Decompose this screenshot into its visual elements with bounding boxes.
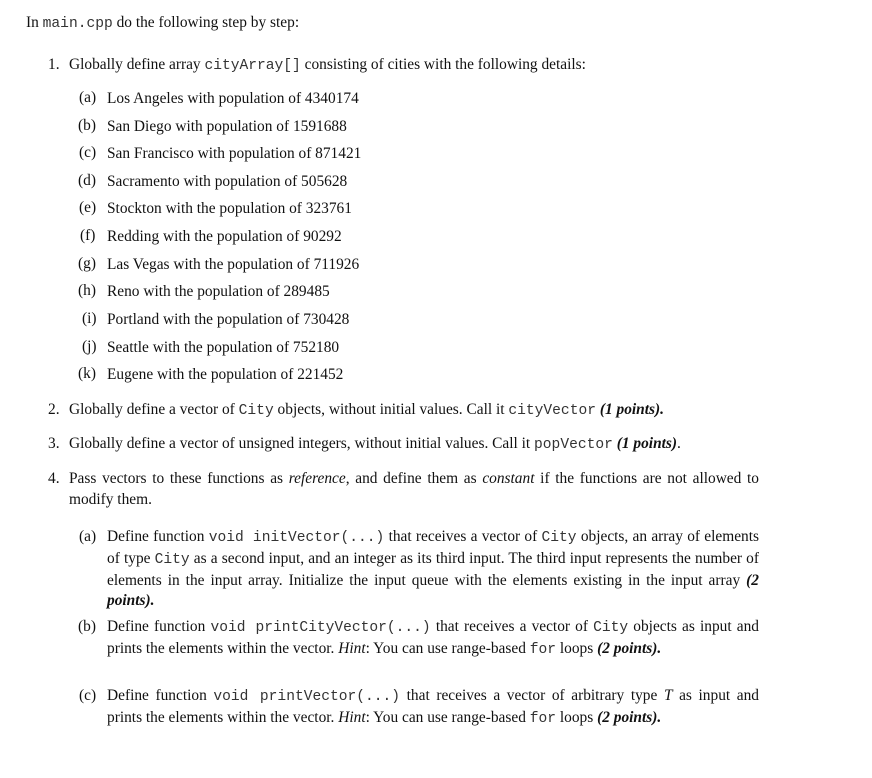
step2-code-cityvector: cityVector (508, 403, 596, 419)
step2-number: 2. (48, 401, 60, 418)
step1-number: 1. (48, 56, 60, 73)
step2-text (69, 400, 664, 421)
step4c-t2: that receives a vector of arbitrary type (400, 687, 664, 704)
step2-points: (1 points) (599, 401, 661, 418)
step4c-points: (2 points) (597, 708, 658, 726)
city-item: Eugene with the population of 221452 (107, 366, 344, 383)
step1-text-a: Globally define array (69, 56, 205, 73)
step4c-t3: as input and prints the elements within the vector. (107, 687, 759, 726)
step1-text-b: consisting of cities with the following details: (300, 56, 586, 73)
step4b-code-for: for (529, 641, 557, 658)
city-item: San Diego with population of 1591688 (107, 118, 347, 135)
step1-text (69, 55, 586, 76)
city-item: Seattle with the population of 752180 (107, 339, 340, 356)
step4c-t4: : You can use range-based (365, 708, 530, 726)
step4c-t1: Define function (107, 687, 214, 704)
step4b-text (107, 617, 759, 661)
step4-text-c: if the functions are not allowed to modify them. (69, 470, 760, 508)
step4a-label: (a) (79, 528, 97, 545)
step4c-code-fn: void printVector(...) (213, 689, 401, 705)
step4b-t4: : You can use range-based (365, 639, 530, 657)
step4c-var-t: T (663, 687, 673, 704)
step4c-label: (c) (79, 687, 97, 704)
intro-filename: main.cpp (42, 16, 113, 32)
step4b-hint: Hint (338, 639, 366, 657)
step3-number: 3. (48, 435, 60, 452)
step4b-t1: Define function (107, 618, 211, 635)
step2-text-b: objects, without initial values. Call it (273, 401, 509, 418)
city-label: (e) (79, 199, 97, 216)
city-label: (j) (82, 338, 97, 355)
step4c-text (107, 686, 759, 730)
step4b-t2: that receives a vector of (430, 618, 594, 635)
step4b-t5: loops (556, 639, 598, 657)
step3-points: (1 points) (616, 435, 678, 452)
step4c-hint: Hint (338, 708, 366, 726)
step4a-t4: as a second input, and an integer as its third input. The third input represents the number of elements in the input array. Initialize the input queue with the elements existing in the input array (107, 549, 759, 589)
step4a-points: (2 points) (107, 571, 759, 610)
step3-text-a: Globally define a vector of unsigned integers, without initial values. Call it (69, 435, 535, 452)
step3-end: . (677, 435, 681, 452)
step4-em-reference: reference (288, 470, 346, 487)
step4c-t5: loops (556, 708, 598, 726)
step4a-t3: objects, an array of elements of type (107, 528, 759, 567)
step4b-end: . (657, 639, 662, 657)
intro-suffix: do the following step by step: (112, 14, 300, 31)
step3-text (69, 434, 681, 455)
city-item: Las Vegas with the population of 711926 (107, 256, 360, 273)
city-item: Stockton with the population of 323761 (107, 200, 352, 217)
city-label: (b) (78, 117, 96, 134)
step2-text-a: Globally define a vector of (69, 401, 239, 418)
step4b-label: (b) (78, 618, 96, 635)
step4a-code-city2: City (154, 551, 190, 568)
city-label: (h) (78, 282, 96, 299)
city-label: (g) (78, 255, 96, 272)
step3-code-popvector: popVector (534, 437, 613, 453)
step4a-t1: Define function (107, 528, 209, 545)
city-label: (a) (79, 89, 97, 106)
step4b-points: (2 points) (597, 639, 658, 657)
step2-code-city: City (238, 403, 274, 419)
step4c-code-for: for (529, 710, 557, 727)
step4b-code-city: City (593, 620, 629, 636)
city-item: Redding with the population of 90292 (107, 228, 342, 245)
city-item: Sacramento with population of 505628 (107, 173, 348, 190)
step4a-end: . (150, 592, 155, 610)
city-label: (d) (78, 172, 96, 189)
step4b-t3: objects as input and prints the elements within the vector. (107, 618, 759, 657)
step4-text (69, 469, 759, 511)
step1-code-array: cityArray[] (204, 58, 301, 74)
step4-text-b: , and define them as (345, 470, 483, 487)
city-item: Los Angeles with population of 4340174 (107, 90, 359, 107)
step4c-end: . (657, 708, 662, 726)
city-item: San Francisco with population of 871421 (107, 145, 362, 162)
step2-end: . (660, 401, 664, 418)
step4a-t2: that receives a vector of (384, 528, 542, 545)
step4-text-a: Pass vectors to these functions as (69, 470, 289, 487)
step4-number: 4. (48, 470, 60, 487)
step4a-code-fn: void initVector(...) (208, 530, 385, 546)
intro-prefix: In (26, 14, 43, 31)
step4b-code-fn: void printCityVector(...) (210, 620, 431, 636)
city-label: (i) (82, 310, 97, 327)
intro-line (26, 13, 299, 34)
city-label: (k) (78, 365, 96, 382)
step4-em-constant: constant (482, 470, 535, 487)
step4a-code-city1: City (541, 530, 577, 546)
city-label: (c) (79, 144, 97, 161)
city-item: Reno with the population of 289485 (107, 283, 330, 300)
city-item: Portland with the population of 730428 (107, 311, 350, 328)
city-label: (f) (80, 227, 96, 244)
step4a-text (107, 527, 759, 612)
